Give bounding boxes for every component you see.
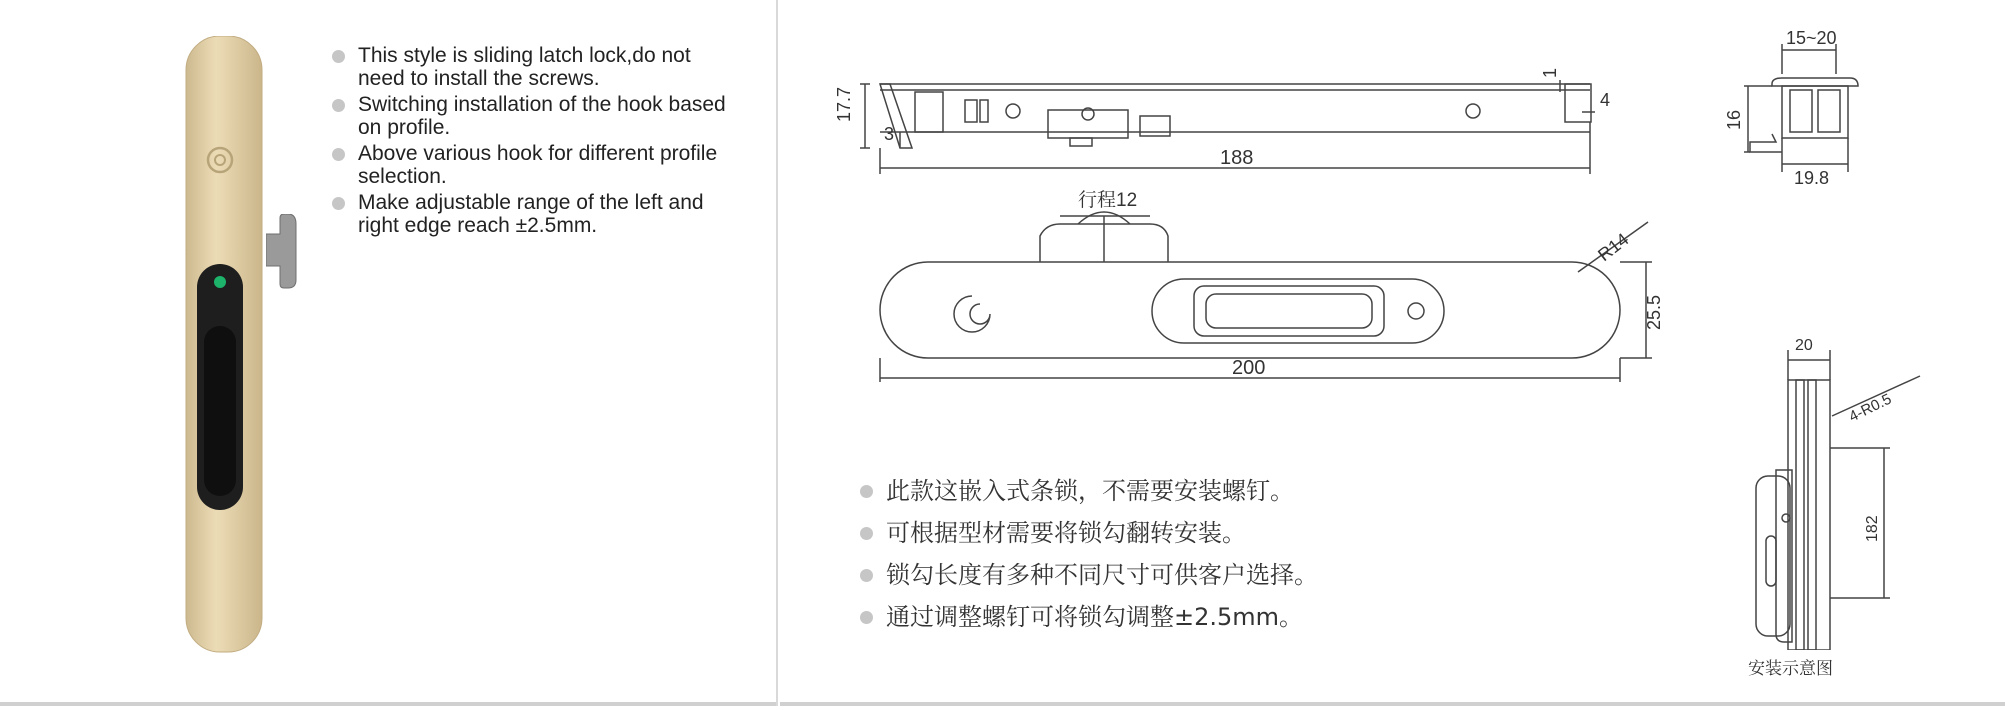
install-radius-label: 4-R0.5 — [1846, 390, 1895, 426]
front-height-label: 25.5 — [1644, 294, 1664, 330]
front-view-drawing — [860, 180, 1680, 390]
feature-item: Above various hook for different profile selection. — [332, 142, 732, 188]
bottom-divider — [780, 702, 2005, 706]
feature-item-cn: 此款这嵌入式条锁，不需要安装螺钉。 — [860, 470, 1318, 512]
feature-item-cn: 可根据型材需要将锁勾翻转安装。 — [860, 512, 1318, 554]
side-length-label: 188 — [1220, 147, 1254, 169]
latch-hook-photo — [266, 214, 306, 290]
install-height-label: 182 — [1864, 515, 1881, 542]
feature-item-cn: 通过调整螺钉可将锁勾调整±2.5mm。 — [860, 596, 1318, 638]
feature-item: This style is sliding latch lock,do not need to install the screws. — [332, 44, 732, 90]
feature-list-english — [332, 44, 732, 240]
side-end-label: 4 — [1600, 90, 1611, 110]
radius-label: R14 — [1594, 229, 1633, 266]
side-offset-label: 3 — [884, 124, 895, 144]
end-view-drawing — [1690, 24, 1870, 194]
end-top-label: 15~20 — [1786, 28, 1837, 48]
feature-item-cn: 锁勾长度有多种不同尺寸可供客户选择。 — [860, 554, 1318, 596]
feature-list-chinese — [860, 470, 1318, 638]
side-view-drawing — [820, 40, 1640, 180]
sliding-latch-lock-photo — [180, 36, 270, 654]
end-bottom-label: 19.8 — [1794, 168, 1830, 188]
end-height-label: 16 — [1724, 109, 1744, 130]
install-width-label: 20 — [1795, 337, 1813, 354]
install-caption: 安装示意图 — [1748, 659, 1833, 679]
product-photo-panel — [0, 0, 778, 706]
feature-item: Switching installation of the hook based on profile. — [332, 93, 732, 139]
side-height-label: 17.7 — [834, 86, 854, 122]
installation-drawing — [1740, 330, 1930, 650]
front-length-label: 200 — [1232, 357, 1266, 379]
bottom-divider — [0, 702, 776, 706]
side-thickness-label: 1 — [1540, 67, 1560, 78]
feature-item: Make adjustable range of the left and right edge reach ±2.5mm. — [332, 191, 732, 237]
stroke-label: 行程12 — [1078, 190, 1138, 211]
